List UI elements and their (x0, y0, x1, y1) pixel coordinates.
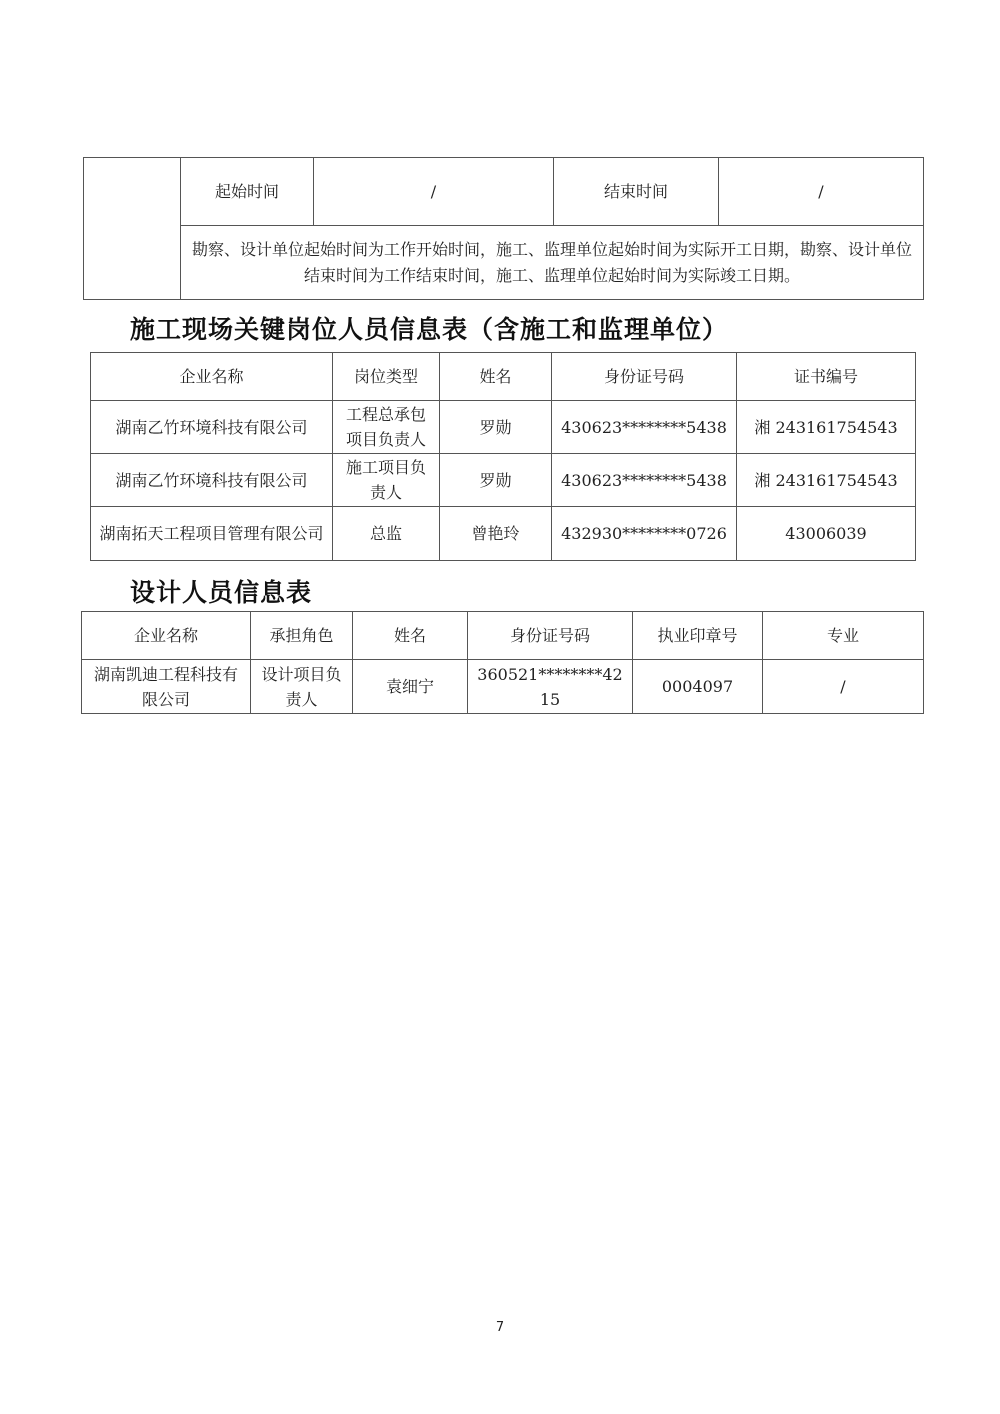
header-id-number: 身份证号码 (468, 612, 633, 660)
start-time-label: 起始时间 (181, 158, 314, 226)
cell-role: 设计项目负责人 (251, 660, 353, 714)
page-number: 7 (495, 1320, 505, 1335)
header-company: 企业名称 (91, 353, 333, 401)
design-staff-title: 设计人员信息表 (130, 578, 313, 607)
cell-company: 湖南凯迪工程科技有限公司 (82, 660, 251, 714)
cell-post-type: 总监 (333, 507, 440, 561)
cell-id-number: 432930********0726 (552, 507, 737, 561)
cell-seal-number: 0004097 (633, 660, 763, 714)
header-post-type: 岗位类型 (333, 353, 440, 401)
cell-id-number: 430623********5438 (552, 401, 737, 454)
period-table (83, 157, 924, 300)
end-time-value: / (719, 158, 924, 226)
cell-specialty: / (763, 660, 924, 714)
header-name: 姓名 (440, 353, 552, 401)
cell-company: 湖南乙竹环境科技有限公司 (91, 401, 333, 454)
site-staff-table (90, 352, 916, 561)
start-time-value: / (314, 158, 554, 226)
cell-post-type: 工程总承包项目负责人 (333, 401, 440, 454)
end-time-label: 结束时间 (554, 158, 719, 226)
cell-id-number: 430623********5438 (552, 454, 737, 507)
header-id-number: 身份证号码 (552, 353, 737, 401)
cell-name: 曾艳玲 (440, 507, 552, 561)
cell-cert-number: 湘 243161754543 (737, 454, 916, 507)
empty-label-cell (84, 158, 181, 300)
table-row (91, 401, 916, 454)
cell-company: 湖南拓天工程项目管理有限公司 (91, 507, 333, 561)
table-row (82, 660, 924, 714)
site-staff-title: 施工现场关键岗位人员信息表（含施工和监理单位） (130, 315, 729, 344)
header-role: 承担角色 (251, 612, 353, 660)
cell-cert-number: 43006039 (737, 507, 916, 561)
header-specialty: 专业 (763, 612, 924, 660)
table-header-row (82, 612, 924, 660)
cell-name: 罗勋 (440, 454, 552, 507)
cell-id-number: 360521********4215 (468, 660, 633, 714)
header-seal-number: 执业印章号 (633, 612, 763, 660)
header-cert-number: 证书编号 (737, 353, 916, 401)
cell-post-type: 施工项目负责人 (333, 454, 440, 507)
header-company: 企业名称 (82, 612, 251, 660)
table-header-row (91, 353, 916, 401)
period-note: 勘察、设计单位起始时间为工作开始时间，施工、监理单位起始时间为实际开工日期，勘察、设计单位结束时间为工作结束时间，施工、监理单位起始时间为实际竣工日期。 (181, 226, 924, 300)
cell-name: 袁细宁 (353, 660, 468, 714)
table-row (91, 454, 916, 507)
cell-name: 罗勋 (440, 401, 552, 454)
header-name: 姓名 (353, 612, 468, 660)
cell-cert-number: 湘 243161754543 (737, 401, 916, 454)
cell-company: 湖南乙竹环境科技有限公司 (91, 454, 333, 507)
design-staff-table (81, 611, 924, 714)
table-row (91, 507, 916, 561)
